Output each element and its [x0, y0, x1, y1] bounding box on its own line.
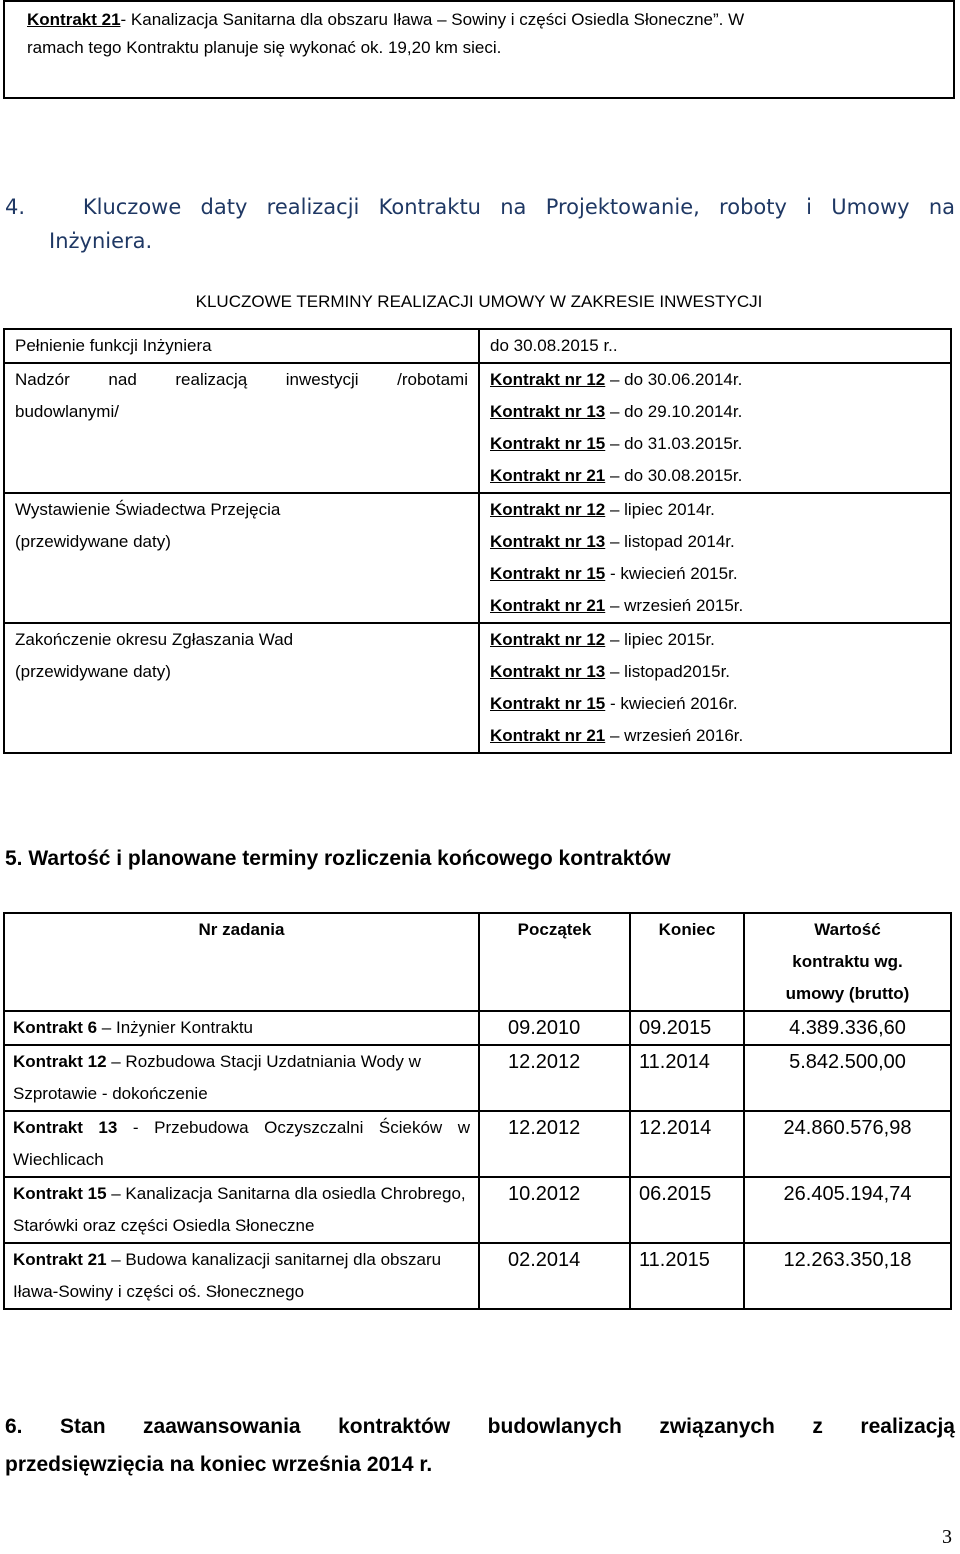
section6-title-line2: przedsięwzięcia na koniec września 2014 r.	[5, 1453, 433, 1476]
section4-title-line1: Kluczowe daty realizacji Kontraktu na Projektowanie, roboty i Umowy na	[82, 195, 955, 219]
section5-number: 5.	[5, 847, 23, 870]
defects-label-line2: (przewidywane daty)	[15, 662, 171, 681]
defects-label-line1: Zakończenie okresu Zgłaszania Wad	[15, 630, 294, 649]
header-value-line1: Wartość	[814, 920, 881, 939]
section4-title-line2: Inżyniera.	[49, 229, 153, 253]
table-row	[4, 1045, 951, 1111]
separator: –	[605, 532, 625, 551]
key-terms-table	[3, 328, 952, 754]
list-item	[490, 688, 940, 720]
header-end: Koniec	[630, 913, 744, 1011]
defects-period-label	[4, 623, 479, 753]
contract-description: – Rozbudowa Stacji Uzdatniania Wody w Szprotawie - dokończenie	[13, 1052, 421, 1103]
separator: -	[605, 564, 621, 583]
contract-ref: Kontrakt nr 12	[490, 370, 606, 389]
date-text: do 31.03.2015r.	[624, 434, 743, 453]
page-number: 3	[942, 1526, 952, 1548]
engineer-function-value: do 30.08.2015 r..	[479, 329, 951, 363]
table-row	[4, 1177, 951, 1243]
table-row	[4, 623, 951, 753]
end-cell: 11.2015	[630, 1243, 744, 1309]
section5-heading	[5, 842, 955, 876]
contract-description: - Przebudowa Oczyszczalni Ścieków w Wiechlicach	[13, 1118, 471, 1169]
contracts-value-table	[3, 912, 952, 1310]
separator: –	[605, 466, 625, 485]
contract-ref: Kontrakt nr 13	[490, 402, 606, 421]
defects-period-dates	[479, 623, 951, 753]
start-cell: 02.2014	[479, 1243, 630, 1309]
list-item	[490, 624, 940, 656]
contract-ref: Kontrakt nr 12	[490, 630, 606, 649]
date-text: kwiecień 2016r.	[620, 694, 738, 713]
intro-contract-name: Kontrakt 21	[27, 10, 121, 29]
separator: –	[605, 726, 625, 745]
list-item	[490, 558, 940, 590]
value-cell: 5.842.500,00	[744, 1045, 951, 1111]
list-item	[490, 720, 940, 752]
list-item	[490, 396, 940, 428]
end-cell: 06.2015	[630, 1177, 744, 1243]
separator: –	[605, 500, 625, 519]
table-row	[4, 1243, 951, 1309]
contract-ref: Kontrakt nr 13	[490, 662, 606, 681]
end-cell: 11.2014	[630, 1045, 744, 1111]
header-value-line3: umowy (brutto)	[785, 984, 910, 1003]
date-text: listopad2015r.	[624, 662, 731, 681]
list-item	[490, 364, 940, 396]
date-text: do 30.06.2014r.	[624, 370, 743, 389]
supervision-label	[4, 363, 479, 493]
separator: -	[605, 694, 621, 713]
date-text: lipiec 2015r.	[624, 630, 715, 649]
section4-number: 4.	[5, 195, 26, 219]
section6-title-line1	[5, 1408, 955, 1446]
end-cell: 12.2014	[630, 1111, 744, 1177]
date-text: do 30.08.2015r.	[624, 466, 743, 485]
separator: –	[605, 370, 625, 389]
contract-ref: Kontrakt nr 15	[490, 434, 606, 453]
section6-heading	[5, 1408, 955, 1484]
header-value-line2: kontraktu wg.	[792, 952, 903, 971]
supervision-label-line1: Nadzór nad realizacją inwestycji /robotami	[15, 370, 468, 389]
start-cell: 09.2010	[479, 1011, 630, 1045]
contract-ref: Kontrakt nr 15	[490, 694, 606, 713]
start-cell: 12.2012	[479, 1111, 630, 1177]
separator: –	[605, 434, 625, 453]
contract-ref: Kontrakt nr 13	[490, 532, 606, 551]
contract-description: – Inżynier Kontraktu	[97, 1018, 253, 1037]
contract-name: Kontrakt 15	[13, 1184, 107, 1203]
task-cell	[4, 1011, 479, 1045]
takeover-label-line1: Wystawienie Świadectwa Przejęcia	[15, 500, 281, 519]
contract-ref: Kontrakt nr 21	[490, 466, 606, 485]
contract-description: – Budowa kanalizacji sanitarnej dla obszaru Iława-Sowiny i części oś. Słonecznego	[13, 1250, 442, 1301]
table-row	[4, 363, 951, 493]
value-cell: 24.860.576,98	[744, 1111, 951, 1177]
header-value	[744, 913, 951, 1011]
task-cell	[4, 1243, 479, 1309]
separator: –	[605, 402, 625, 421]
takeover-label	[4, 493, 479, 623]
table-header-row	[4, 913, 951, 1011]
date-text: kwiecień 2015r.	[620, 564, 738, 583]
contract-ref: Kontrakt nr 15	[490, 564, 606, 583]
value-cell: 4.389.336,60	[744, 1011, 951, 1045]
contract-ref: Kontrakt nr 21	[490, 596, 606, 615]
table-row	[4, 1011, 951, 1045]
date-text: lipiec 2014r.	[624, 500, 715, 519]
list-item	[490, 590, 940, 622]
takeover-dates	[479, 493, 951, 623]
list-item	[490, 460, 940, 492]
list-item	[490, 526, 940, 558]
separator: –	[605, 596, 625, 615]
separator: –	[605, 662, 625, 681]
list-item	[490, 428, 940, 460]
header-start: Początek	[479, 913, 630, 1011]
contract-name: Kontrakt 13	[13, 1118, 118, 1137]
engineer-function-label: Pełnienie funkcji Inżyniera	[4, 329, 479, 363]
task-cell	[4, 1177, 479, 1243]
section6-number: 6.	[5, 1415, 23, 1438]
date-text: listopad 2014r.	[624, 532, 735, 551]
contract-ref: Kontrakt nr 12	[490, 500, 606, 519]
section6-title-text: Stan zaawansowania kontraktów budowlanych związanych z realizacją	[60, 1415, 955, 1438]
header-task: Nr zadania	[4, 913, 479, 1011]
intro-line2: ramach tego Kontraktu planuje się wykonać ok. 19,20 km sieci.	[27, 38, 502, 57]
start-cell: 10.2012	[479, 1177, 630, 1243]
contract-ref: Kontrakt nr 21	[490, 726, 606, 745]
table-row	[4, 493, 951, 623]
list-item	[490, 656, 940, 688]
value-cell: 12.263.350,18	[744, 1243, 951, 1309]
intro-line1: - Kanalizacja Sanitarna dla obszaru Iława – Sowiny i części Osiedla Słoneczne”. W	[120, 10, 745, 29]
end-cell: 09.2015	[630, 1011, 744, 1045]
intro-text	[27, 6, 949, 62]
start-cell: 12.2012	[479, 1045, 630, 1111]
takeover-label-line2: (przewidywane daty)	[15, 532, 171, 551]
key-terms-title: KLUCZOWE TERMINY REALIZACJI UMOWY W ZAKRESIE INWESTYCJI	[195, 292, 763, 311]
table-row	[4, 329, 951, 363]
contract-name: Kontrakt 21	[13, 1250, 107, 1269]
task-cell	[4, 1111, 479, 1177]
contract-name: Kontrakt 6	[13, 1018, 98, 1037]
table-row	[4, 1111, 951, 1177]
value-cell: 26.405.194,74	[744, 1177, 951, 1243]
supervision-label-line2: budowlanymi/	[15, 402, 119, 421]
list-item	[490, 494, 940, 526]
date-text: do 29.10.2014r.	[624, 402, 743, 421]
contract-description: – Kanalizacja Sanitarna dla osiedla Chrobrego, Starówki oraz części Osiedla Słoneczne	[13, 1184, 466, 1235]
section5-title: Wartość i planowane terminy rozliczenia końcowego kontraktów	[28, 847, 671, 870]
section4-heading	[5, 190, 955, 258]
date-text: wrzesień 2015r.	[624, 596, 744, 615]
contract-name: Kontrakt 12	[13, 1052, 107, 1071]
task-cell	[4, 1045, 479, 1111]
supervision-dates	[479, 363, 951, 493]
separator: –	[605, 630, 625, 649]
intro-box	[3, 0, 955, 99]
date-text: wrzesień 2016r.	[624, 726, 744, 745]
